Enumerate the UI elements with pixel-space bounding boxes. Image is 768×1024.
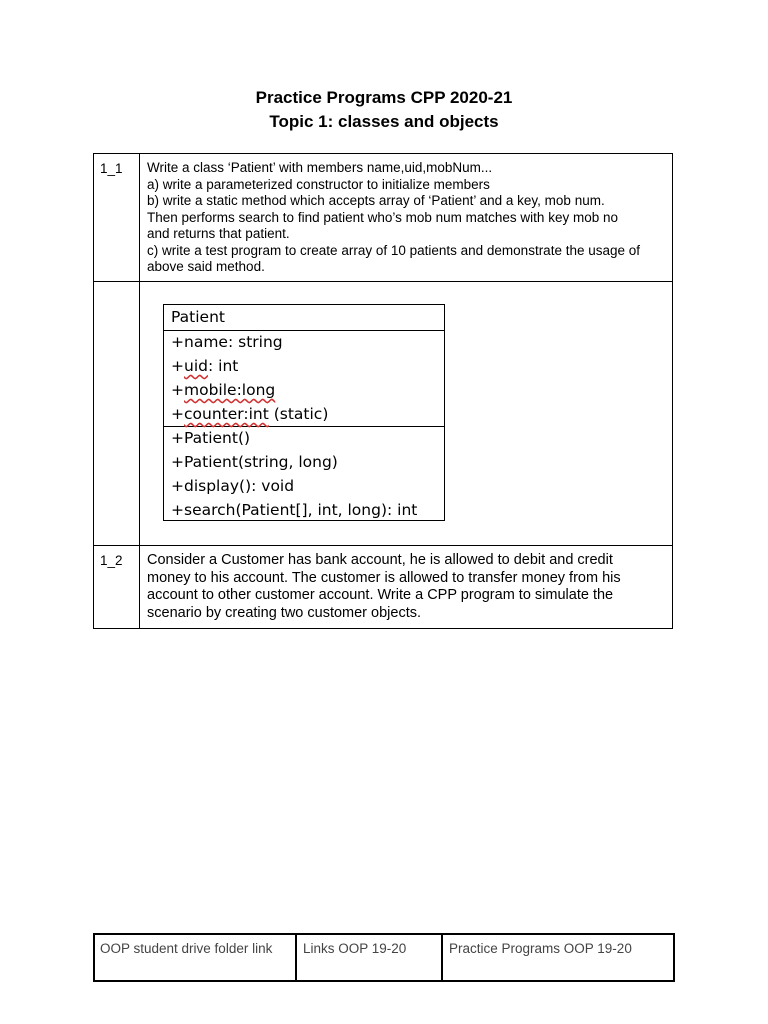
uml-class-header (164, 305, 444, 331)
uml-operations (164, 426, 444, 522)
uml-class-diagram (163, 304, 445, 521)
uml-attribute-prefix: + (171, 357, 184, 375)
uml-attribute-prefix: + (171, 405, 184, 423)
uml-attribute-type: : int (207, 357, 239, 375)
question-line: a) write a parameterized constructor to initialize members (147, 176, 490, 192)
uml-class-name: Patient (171, 308, 225, 326)
uml-attribute-name: counter:int (184, 405, 269, 423)
table-row-divider (93, 281, 673, 282)
question-line: Write a class ‘Patient’ with members name,uid,mobNum... (147, 160, 493, 175)
page-title: Practice Programs CPP 2020-21 (255, 88, 513, 107)
uml-attribute-name: uid (184, 357, 208, 375)
uml-attribute (164, 354, 444, 378)
uml-attribute-type: (static) (268, 405, 329, 423)
question-text (147, 552, 667, 622)
question-line: above said method. (147, 259, 265, 274)
table-row-divider (93, 545, 673, 546)
question-number: 1_1 (100, 161, 123, 176)
uml-operation: +Patient(string, long) (171, 453, 338, 471)
question-number: 1_2 (100, 553, 123, 568)
question-line: money to his account. The customer is allowed to transfer money from his (147, 569, 621, 586)
footer-link-student-drive[interactable]: OOP student drive folder link (100, 941, 273, 956)
uml-attribute (164, 402, 444, 426)
question-line: Consider a Customer has bank account, he is allowed to debit and credit (147, 552, 613, 568)
uml-attribute-name: mobile:long (184, 381, 276, 399)
uml-operation: +Patient() (171, 429, 251, 447)
uml-operation: +search(Patient[], int, long): int (171, 501, 418, 519)
uml-attributes (164, 330, 444, 427)
table-column-divider (139, 153, 140, 629)
uml-attribute (164, 378, 444, 402)
question-line: c) write a test program to create array of 10 patients and demonstrate the usage of (147, 242, 641, 258)
page-subtitle: Topic 1: classes and objects (269, 112, 499, 131)
uml-attribute-type: : string (227, 333, 283, 351)
uml-attribute (164, 330, 444, 354)
uml-operation: +display(): void (171, 477, 295, 495)
footer-divider (441, 933, 443, 982)
footer-link-links-oop[interactable]: Links OOP 19-20 (303, 941, 407, 956)
question-line: scenario by creating two customer objects. (147, 604, 422, 621)
question-line: Then performs search to find patient who’s mob num matches with key mob no (147, 209, 618, 225)
question-line: account to other customer account. Write a CPP program to simulate the (147, 587, 614, 603)
question-text (147, 160, 667, 276)
uml-attribute-prefix: + (171, 333, 184, 351)
uml-attribute-name: name (184, 333, 228, 351)
question-line: and returns that patient. (147, 226, 290, 241)
question-line: b) write a static method which accepts array of ‘Patient’ and a key, mob num. (147, 193, 605, 208)
uml-attribute-prefix: + (171, 381, 184, 399)
footer-link-practice-programs[interactable]: Practice Programs OOP 19-20 (449, 941, 632, 956)
footer-divider (295, 933, 297, 982)
